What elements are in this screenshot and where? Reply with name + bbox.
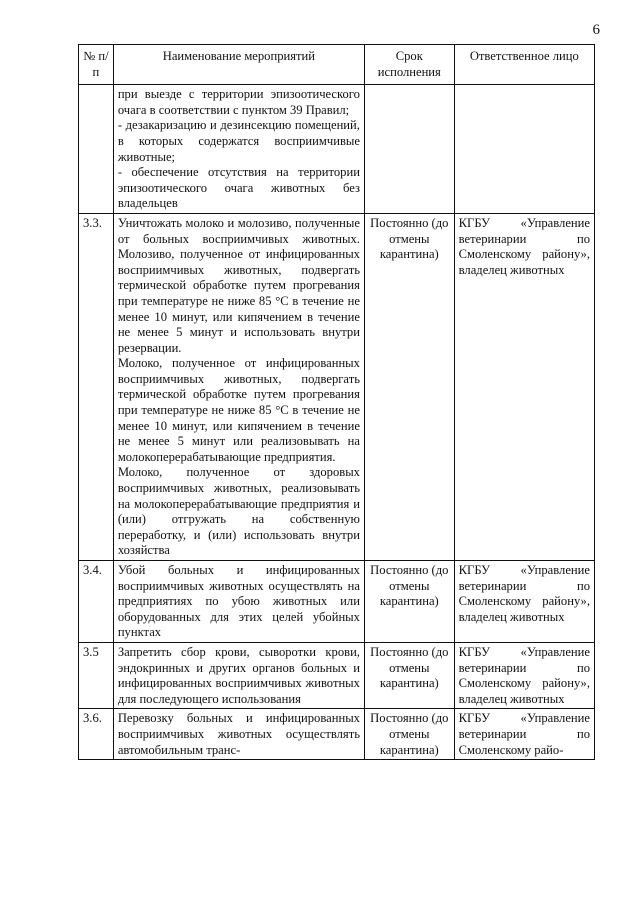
measure-paragraph: Молоко, полученное от здоровых восприимчивых животных, реализовывать на молокоперерабатывающие предприятия и (или) отгружать на собственную переработку, и (или) использовать внутри хозяйства: [117, 465, 360, 558]
responsible-person: [454, 85, 594, 214]
table-row: [79, 85, 595, 214]
row-number: 3.4.: [79, 561, 114, 643]
measure-paragraph: Перевозку больных и инфицированных восприимчивых животных осуществлять автомобильным транс-: [117, 711, 360, 757]
responsible-person: КГБУ «Управление ветеринарии по Смоленскому райо-: [454, 709, 594, 760]
row-number: 3.5: [79, 642, 114, 708]
measure-term: Постоянно (до отмены карантина): [364, 561, 454, 643]
table-row: [79, 642, 595, 708]
measure-paragraph: Запретить сбор крови, сыворотки крови, эндокринных и других органов больных и инфицированных восприимчивых животных для последующего использования: [117, 644, 360, 706]
table-header-row: [79, 45, 595, 85]
measure-paragraph: при выезде с территории эпизоотического очага в соответствии с пунктом 39 Правил;: [117, 87, 360, 117]
measure-description: [113, 709, 364, 760]
measure-term: Постоянно (до отмены карантина): [364, 642, 454, 708]
header-name: Наименование мероприятий: [113, 45, 364, 85]
measure-description: [113, 85, 364, 214]
responsible-person: КГБУ «Управление ветеринарии по Смоленскому району», владелец животных: [454, 213, 594, 560]
header-responsible: Ответственное лицо: [454, 45, 594, 85]
measure-term: Постоянно (до отмены карантина): [364, 709, 454, 760]
table-row: [79, 561, 595, 643]
page-number: 6: [592, 22, 600, 38]
table-row: [79, 709, 595, 760]
row-number: [79, 85, 114, 214]
header-num: № п/п: [79, 45, 114, 85]
measure-paragraph: Уничтожать молоко и молозиво, полученные от больных восприимчивых животных. Молозиво, полученное от инфицированных восприимчивых животных, подвергать термической обработке путем прогревания при температуре не ниже 85 °С в течение не менее 10 минут, или кипячением в течение не менее 5 минут и использовать внутри резервации.: [117, 215, 360, 355]
measure-description: [113, 642, 364, 708]
measure-paragraph: - дезакаризацию и дезинсекцию помещений, в которых содержатся восприимчивые животные;: [117, 118, 360, 164]
measure-term: [364, 85, 454, 214]
measure-paragraph: - обеспечение отсутствия на территории эпизоотического очага животных без владельцев: [117, 165, 360, 211]
responsible-person: КГБУ «Управление ветеринарии по Смоленскому району», владелец животных: [454, 561, 594, 643]
header-term: Срок исполнения: [364, 45, 454, 85]
row-number: 3.6.: [79, 709, 114, 760]
row-number: 3.3.: [79, 213, 114, 560]
measure-description: [113, 561, 364, 643]
measure-description: [113, 213, 364, 560]
measures-table: [78, 44, 595, 760]
measure-paragraph: Убой больных и инфицированных восприимчивых животных осуществлять на предприятиях по убою животных или оборудованных для этих целей убойных пунктах: [117, 563, 360, 640]
table-row: [79, 213, 595, 560]
measure-term: Постоянно (до отмены карантина): [364, 213, 454, 560]
measure-paragraph: Молоко, полученное от инфицированных восприимчивых животных, подвергать термической обработке путем прогревания при температуре не ниже 85 °С в течение не менее 10 минут, или кипячением в течение не менее 5 минут или реализовывать на молокоперерабатывающие предприятия.: [117, 356, 360, 464]
responsible-person: КГБУ «Управление ветеринарии по Смоленскому району», владелец животных: [454, 642, 594, 708]
